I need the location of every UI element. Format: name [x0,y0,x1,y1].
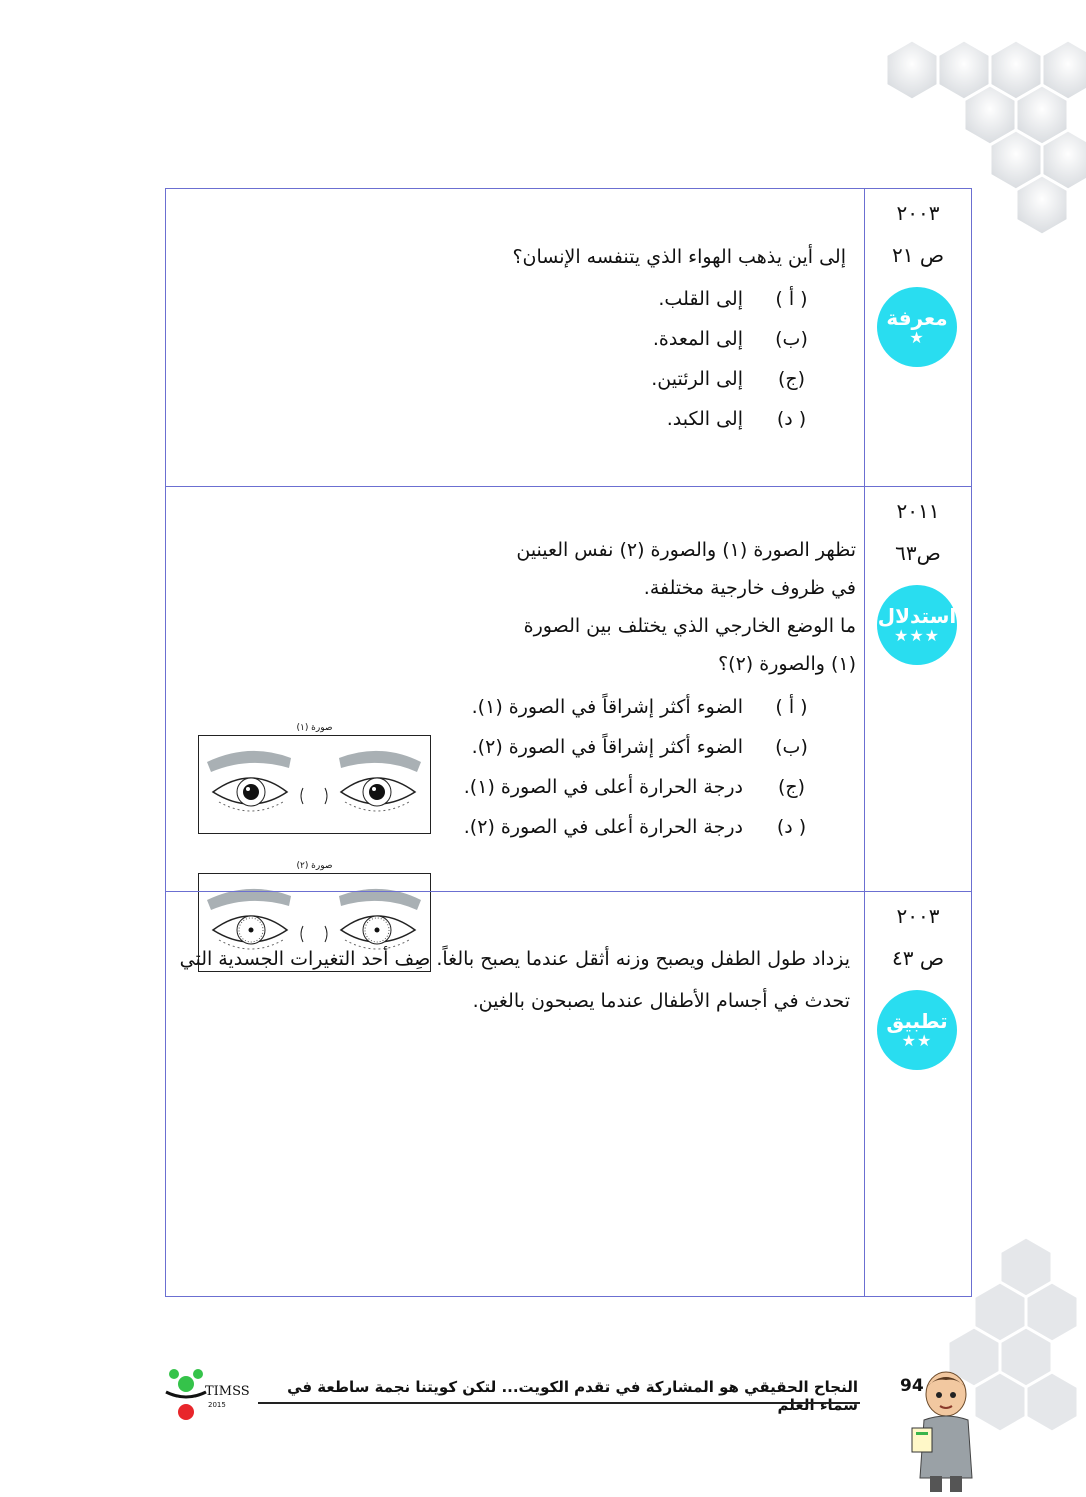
question-content [166,189,864,486]
level-badge [877,585,957,665]
choice-text: الضوء أكثر إشراقاً في الصورة (١). [471,696,743,718]
star-icon: ★★ [901,1031,933,1050]
question-meta [864,892,971,1296]
choice-item[interactable] [464,687,814,727]
choice-list [464,687,814,847]
choice-item[interactable] [464,807,814,847]
choice-item[interactable] [651,399,814,439]
question-year: ٢٠٠٣ [896,201,940,225]
question-row [166,891,971,1296]
choice-text: إلى المعدة. [652,328,743,350]
level-label: تطبيق [886,1009,948,1033]
star-icon: ★★★ [893,626,941,645]
questions-table [165,188,972,1297]
question-page-ref: ص ٤٣ [891,946,945,970]
prompt-line: تظهر الصورة (١) والصورة (٢) نفس العينين [516,539,856,561]
timss-logo-name: TIMSS [205,1384,250,1399]
question-year: ٢٠٠٣ [896,904,940,928]
choice-text: إلى القلب. [658,288,743,310]
question-prompt: إلى أين يذهب الهواء الذي يتنفسه الإنسان؟ [512,246,846,268]
choice-text: درجة الحرارة أعلى في الصورة (١). [463,776,743,798]
choice-label: ( أ ) [775,288,808,310]
choice-item[interactable] [464,727,814,767]
prompt-line: ما الوضع الخارجي الذي يختلف بين الصورة [523,615,856,637]
choice-item[interactable] [651,319,814,359]
choice-label: ( د) [776,816,807,838]
question-prompt: يزداد طول الطفل ويصبح وزنه أثقل عندما يصبح بالغاً. صِف أحد التغيرات الجسدية التي تحدث في أجسام الأطفال عندما يصبحون بالغين. [179,948,850,1012]
level-badge [877,990,957,1070]
footer-slogan: النجاح الحقيقي هو المشاركة في تقدم الكويت... لتكن كويتنا نجمة ساطعة في سماء العلم [287,1378,858,1414]
figure-caption: صورة (١) [296,723,333,733]
choice-list [651,279,814,439]
choice-item[interactable] [651,359,814,399]
question-year: ٢٠١١ [896,499,940,523]
choice-label: (ج) [777,776,806,798]
timss-logo-year: 2015 [208,1401,226,1409]
eyes-icon [199,736,430,833]
mascot-boy-icon [906,1368,986,1493]
choice-text: الضوء أكثر إشراقاً في الصورة (٢). [471,736,743,758]
prompt-line: (١) والصورة (٢)؟ [718,653,856,675]
choice-text: إلى الرئتين. [651,368,743,390]
level-badge [877,287,957,367]
eyes-figure-1 [198,721,431,834]
choice-label: ( د) [776,408,807,430]
star-icon: ★ [909,328,925,347]
question-content [166,892,864,1296]
question-page-ref: ص٦٣ [895,541,941,565]
question-row [166,486,971,891]
choice-label: (ب) [775,736,808,758]
level-label: استدلال [877,604,957,628]
eyes-illustration [198,735,431,834]
question-prompt [476,531,856,683]
prompt-line: في ظروف خارجية مختلفة. [643,577,856,599]
footer-divider [258,1402,860,1404]
question-page-ref: ص ٢١ [891,243,945,267]
page-number: 94 [900,1376,924,1396]
figure-caption: صورة (٢) [296,861,333,871]
choice-label: ( أ ) [775,696,808,718]
choice-label: (ج) [777,368,806,390]
choice-label: (ب) [775,328,808,350]
choice-item[interactable] [464,767,814,807]
choice-item[interactable] [651,279,814,319]
question-meta [864,487,971,891]
question-meta [864,189,971,486]
choice-text: درجة الحرارة أعلى في الصورة (٢). [463,816,743,838]
question-row [166,189,971,486]
choice-text: إلى الكبد. [666,408,743,430]
level-label: معرفة [886,306,948,330]
